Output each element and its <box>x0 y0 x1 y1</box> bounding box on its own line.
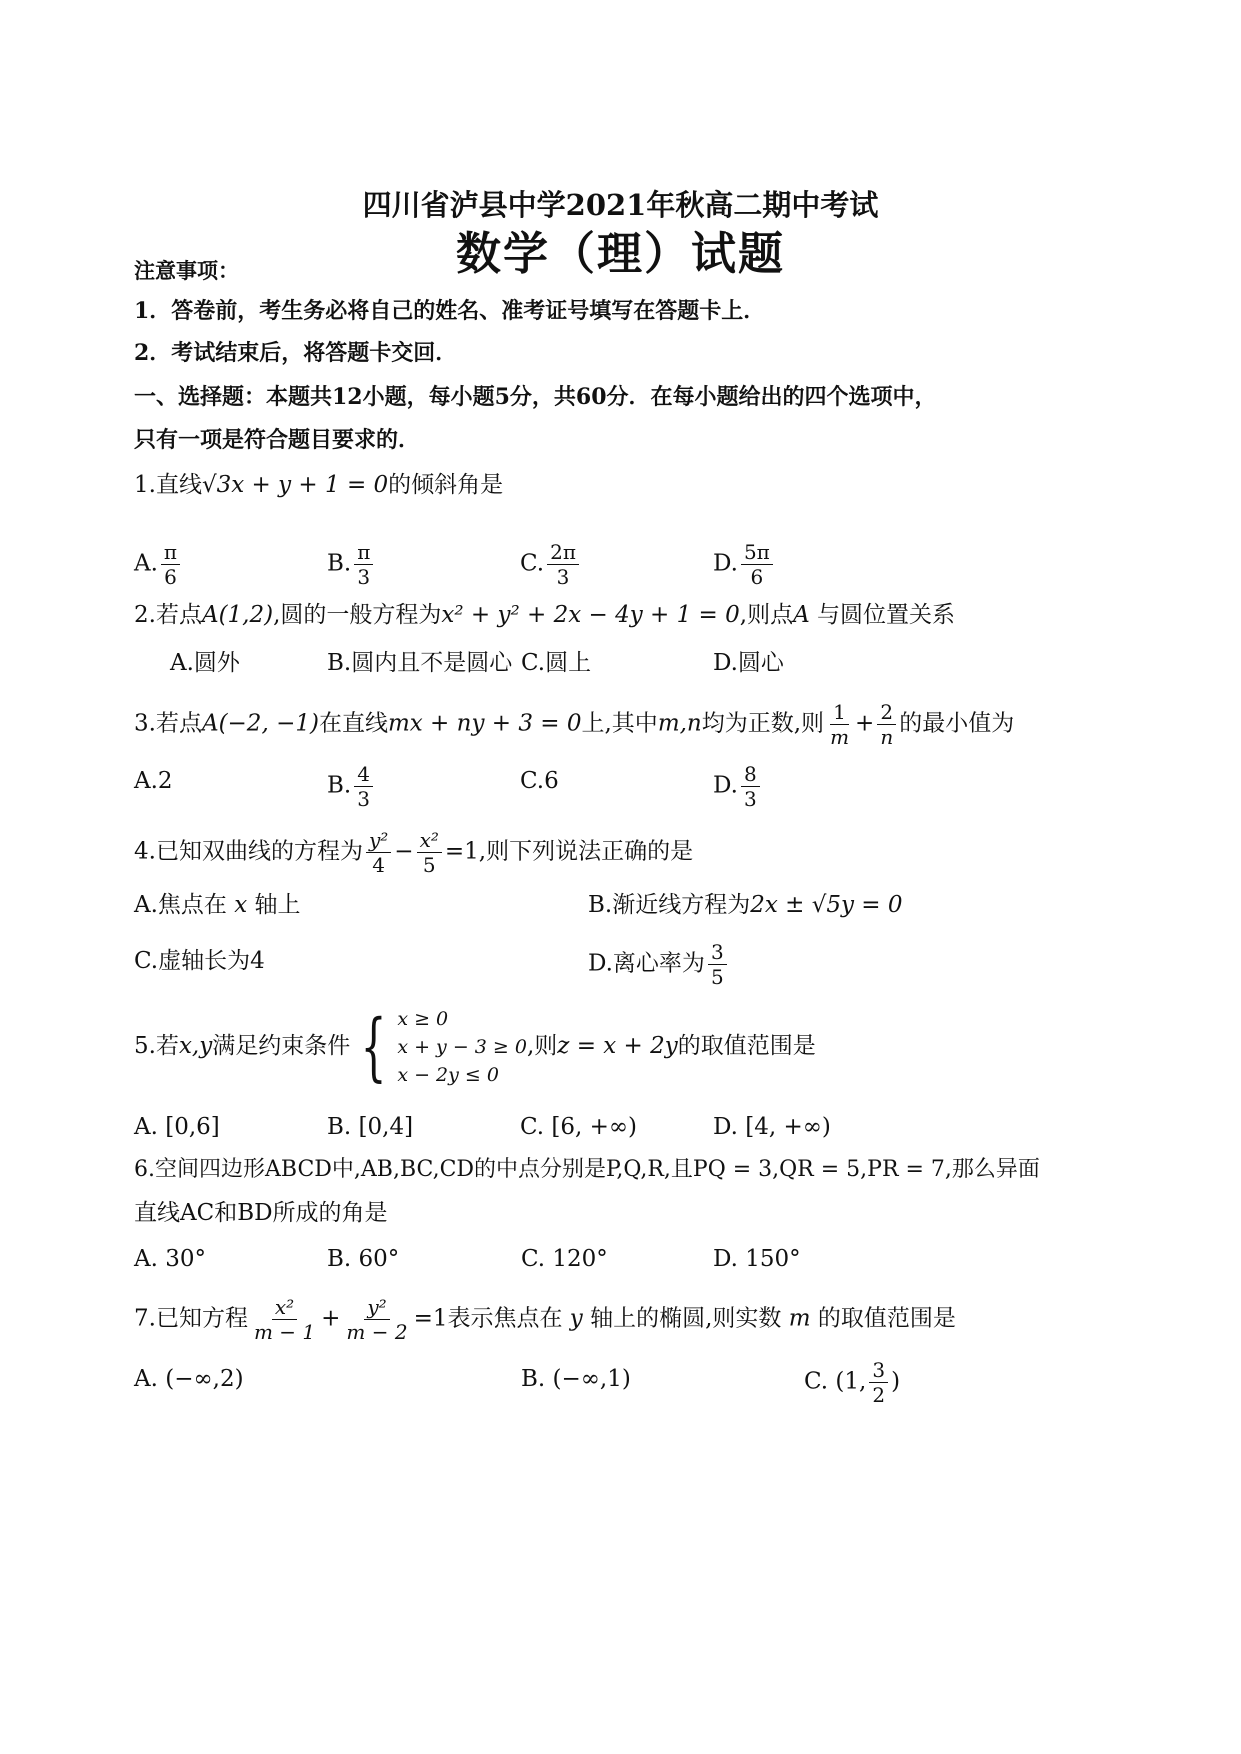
q1-prefix: 1.直线 <box>134 472 202 498</box>
q7-option-c: C. (1, $\frac{3}{2}$ ) <box>804 1358 901 1407</box>
q4-option-a: A.焦点在 x 轴上 <box>134 892 301 918</box>
q3-option-c: C.6 <box>520 768 559 794</box>
question-4-stem: 4.已知双曲线的方程为 $\frac{\text{y²}}{4}$ − $\frac{\text{x²}}{5}$ =1,则下列说法正确的是 <box>134 828 694 877</box>
q1-option-a: A. $\frac{\pi}{6}$ <box>134 540 183 589</box>
constraint-system: x ≥ 0 x + y − 3 ≥ 0 x − 2y ≤ 0 <box>397 1008 527 1086</box>
school-title: 四川省泸县中学2021年秋高二期中考试 <box>362 188 879 222</box>
q6-option-a: A. 30° <box>134 1246 206 1272</box>
q2-option-d: D.圆心 <box>713 650 784 676</box>
q2-option-a: A.圆外 <box>170 650 240 676</box>
q5-option-d: D. [4, +∞) <box>713 1114 831 1140</box>
notice-heading: 注意事项： <box>134 258 239 283</box>
question-7-stem: 7.已知方程 $\frac{\text{x²}}{m - 1}$ + $\frac{\text{y²}}{m - 2}$ =1表示焦点在 y 轴上的椭圆,则实数 m 的取值范围是 <box>134 1295 956 1344</box>
q1-option-d: D. $\frac{5\pi}{6}$ <box>713 540 776 589</box>
q1-suffix: 的倾斜角是 <box>388 472 504 498</box>
question-6-line-1: 6.空间四边形ABCD中,AB,BC,CD的中点分别是P,Q,R,且PQ = 3,QR = 5,PR = 7,那么异面 <box>134 1157 1040 1182</box>
question-5-stem: 5.若x,y满足约束条件 { x ≥ 0 x + y − 3 ≥ 0 x − 2y ≤ 0 ,则z = x + 2y的取值范围是 <box>134 1004 816 1090</box>
q5-option-a: A. [0,6] <box>134 1114 220 1140</box>
notice-item-2: 2．考试结束后，将答题卡交回． <box>134 340 458 366</box>
q3-option-a: A.2 <box>134 768 173 794</box>
section-1-line-2: 只有一项是符合题目要求的． <box>134 427 421 453</box>
question-1-stem <box>134 470 503 500</box>
constraint-brace: { <box>360 1004 387 1090</box>
q6-option-d: D. 150° <box>713 1246 801 1272</box>
q3-option-d: D. $\frac{8}{3}$ <box>713 762 763 811</box>
q1-option-c: C. $\frac{2\pi}{3}$ <box>520 540 582 589</box>
q6-option-c: C. 120° <box>521 1246 608 1272</box>
question-6-line-2: 直线AC和BD所成的角是 <box>134 1200 388 1226</box>
section-1-line-1: 一、选择题：本题共12小题，每小题5分，共60分．在每小题给出的四个选项中， <box>134 384 937 410</box>
q3-option-b: B. $\frac{4}{3}$ <box>327 762 376 811</box>
q4-option-b: B.渐近线方程为2x ± √5y = 0 <box>588 892 903 918</box>
q7-option-a: A. (−∞,2) <box>134 1366 244 1392</box>
notice-item-1: 1．答卷前，考生务必将自己的姓名、准考证号填写在答题卡上． <box>134 298 766 324</box>
subject-title: 数学（理）试题 <box>455 227 785 280</box>
q6-option-b: B. 60° <box>327 1246 400 1272</box>
q4-option-d: D.离心率为 $\frac{3}{5}$ <box>588 940 730 989</box>
question-2-stem: 2.若点A(1,2),圆的一般方程为x² + y² + 2x − 4y + 1 = 0,则点A 与圆位置关系 <box>134 602 956 628</box>
q1-option-b: B. $\frac{\pi}{3}$ <box>327 540 376 589</box>
q2-option-b: B.圆内且不是圆心 <box>327 650 513 676</box>
q1-expression: √3x + y + 1 = 0 <box>201 472 389 498</box>
q2-option-c: C.圆上 <box>521 650 592 676</box>
q5-option-b: B. [0,4] <box>327 1114 414 1140</box>
q4-option-c: C.虚轴长为4 <box>134 948 265 974</box>
q7-option-b: B. (−∞,1) <box>521 1366 631 1392</box>
q5-option-c: C. [6, +∞) <box>520 1114 638 1140</box>
question-3-stem: 3.若点A(−2, −1)在直线mx + ny + 3 = 0上,其中m,n均为正数,则 $\frac{1}{m}$ + $\frac{2}{n}$ 的最小值为 <box>134 700 1015 749</box>
